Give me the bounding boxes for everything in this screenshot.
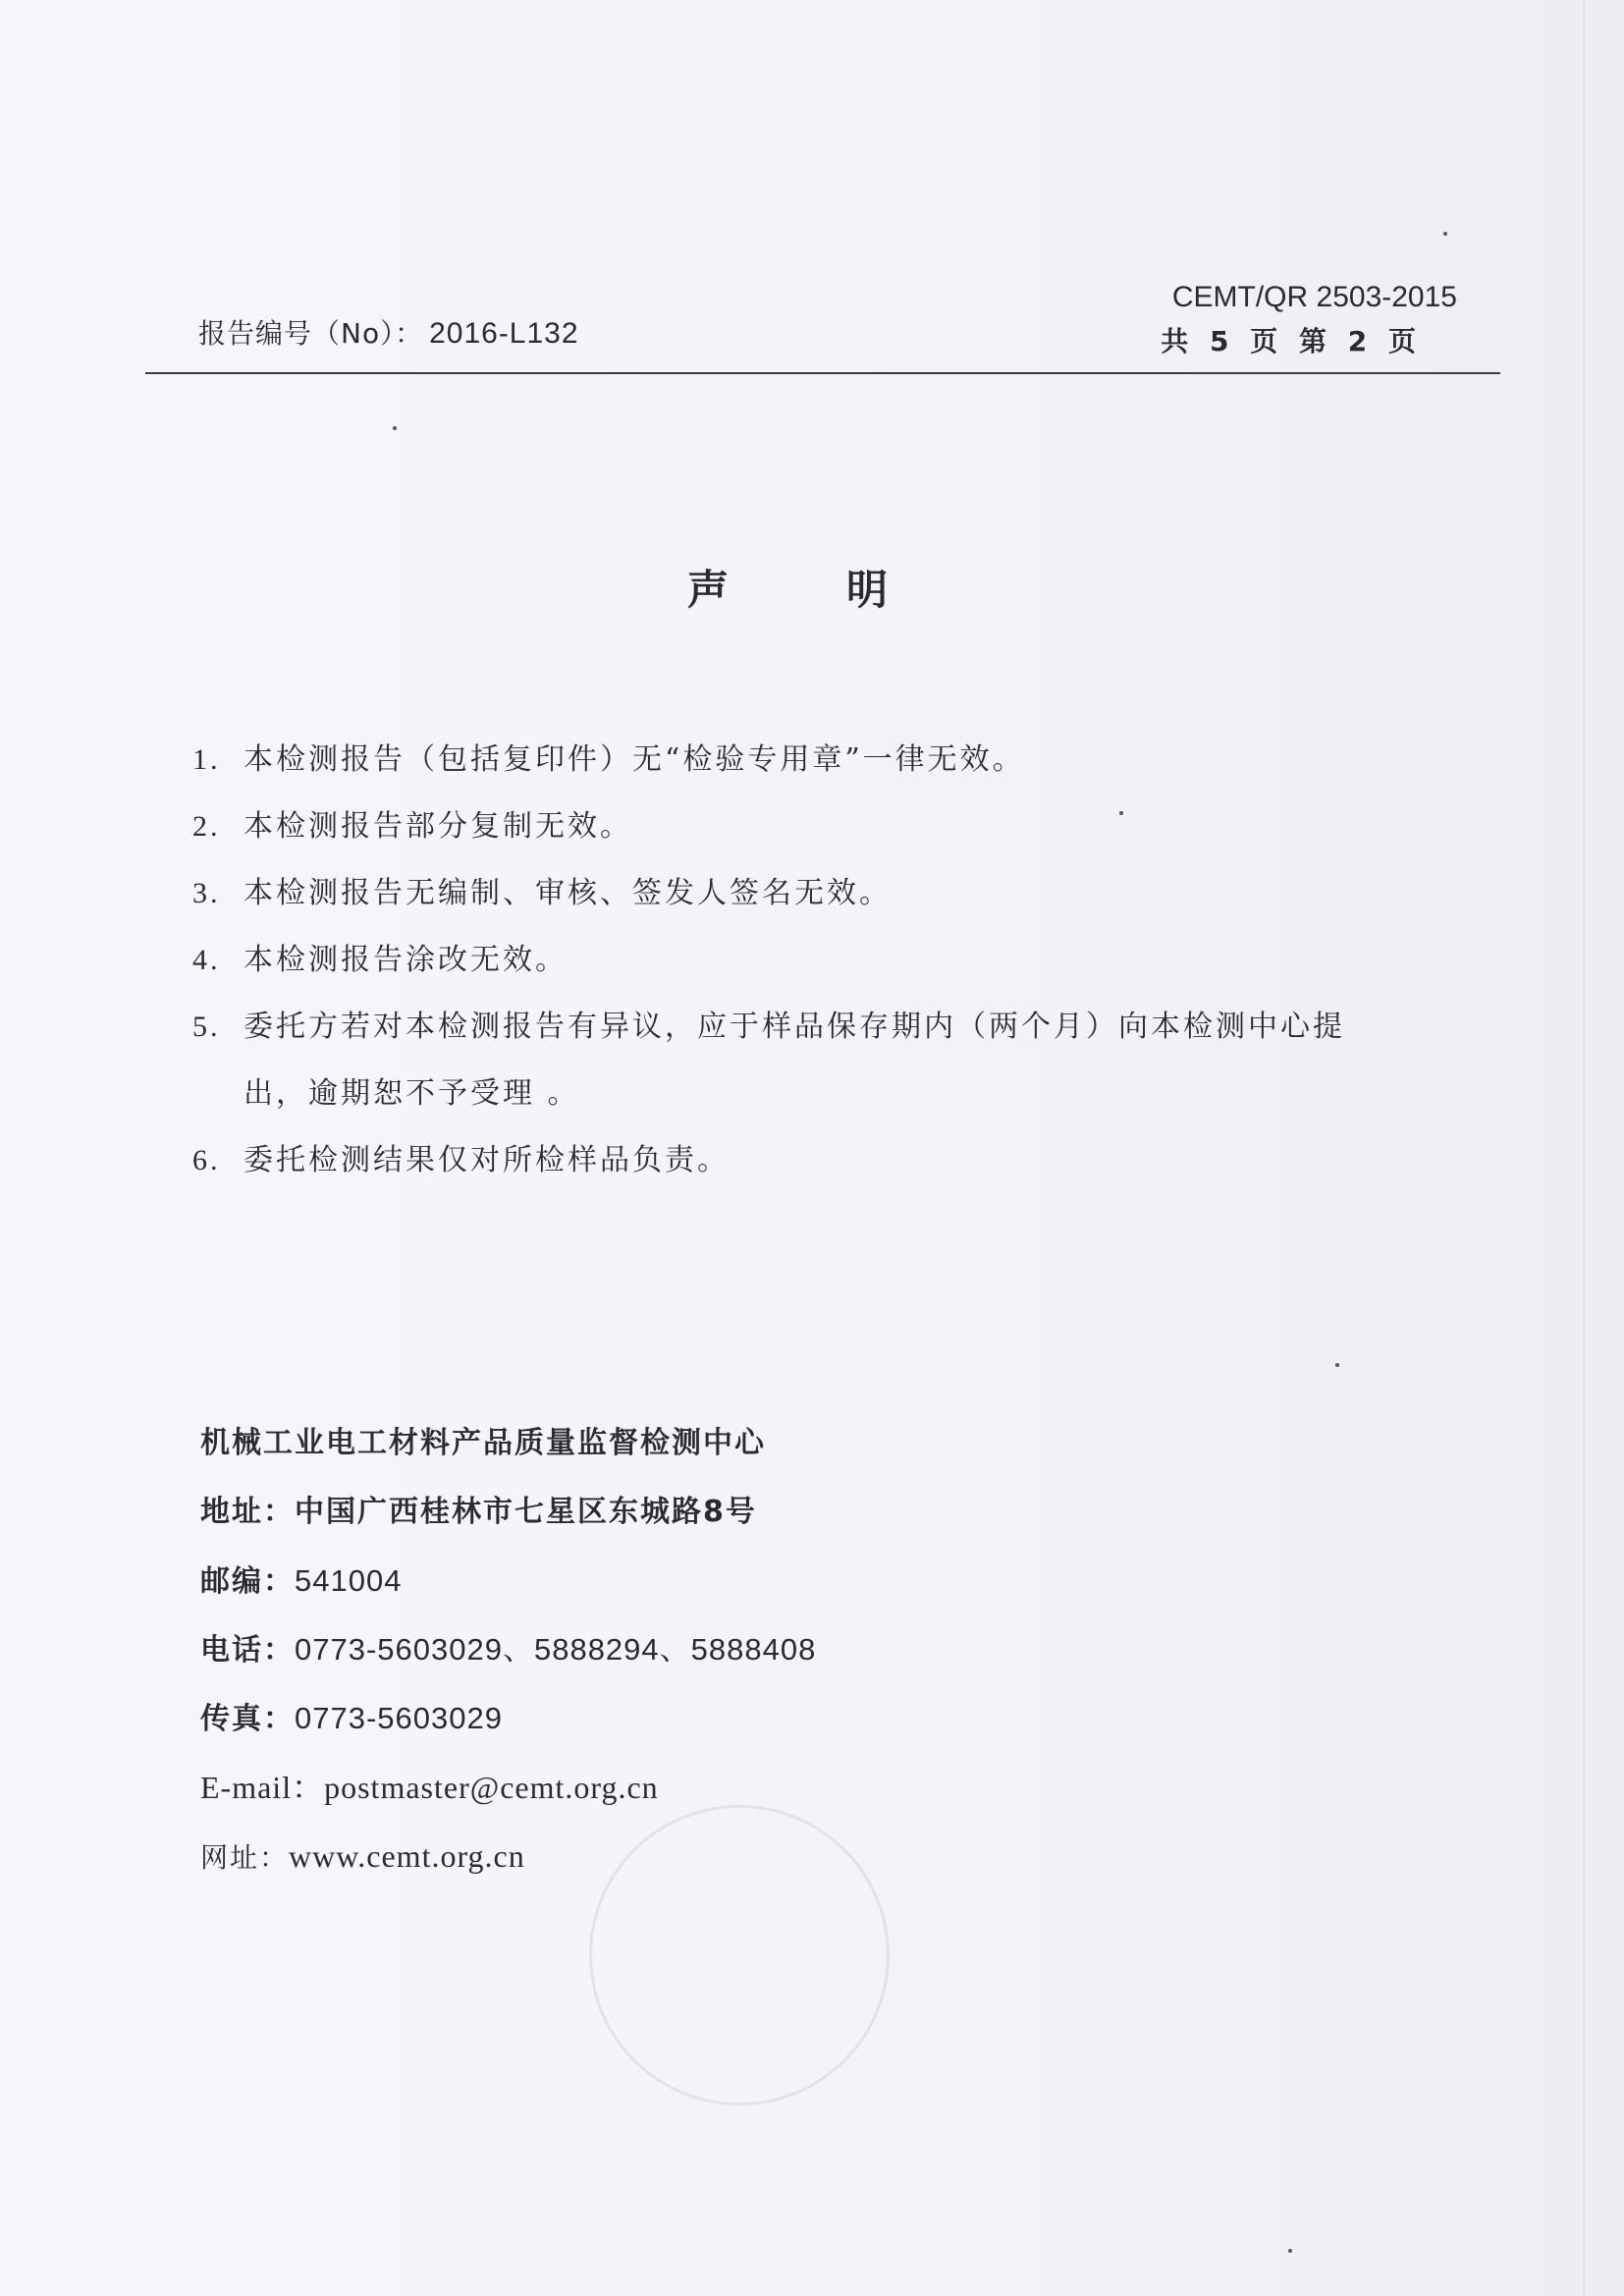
clause-number: 1. bbox=[192, 743, 221, 776]
address-row bbox=[200, 1491, 816, 1559]
scan-speck bbox=[1335, 1363, 1339, 1367]
clause-item bbox=[192, 939, 1420, 982]
clause-number: 3. bbox=[192, 877, 221, 909]
clause-text: 本检测报告涂改无效。 bbox=[244, 943, 568, 977]
address-label: 地址： bbox=[200, 1495, 295, 1529]
clause-text: 本检测报告（包括复印件）无“检验专用章”一律无效。 bbox=[244, 742, 1025, 777]
clause-number: 5. bbox=[192, 1011, 221, 1043]
report-number-label: 报告编号（No）： bbox=[198, 317, 424, 350]
report-number-value: 2016-L132 bbox=[429, 317, 579, 350]
document-code: CEMT/QR 2503-2015 bbox=[1171, 281, 1457, 313]
email-label: E-mail： bbox=[200, 1770, 325, 1805]
clause-text: 委托方若对本检测报告有异议，应于样品保存期内（两个月）向本检测中心提 bbox=[244, 1010, 1345, 1044]
clause-list bbox=[192, 738, 1420, 1206]
scan-speck bbox=[1443, 232, 1447, 236]
page-info: 共 5 页 第 2 页 bbox=[1161, 325, 1422, 357]
clause-item bbox=[192, 872, 1420, 915]
report-number bbox=[198, 312, 579, 352]
phone-value: 0773-5603029、5888294、5888408 bbox=[295, 1632, 817, 1667]
clause-item bbox=[192, 1139, 1420, 1182]
clause-item bbox=[192, 1006, 1420, 1116]
address-value: 中国广西桂林市七星区东城路8号 bbox=[295, 1495, 757, 1529]
clause-number: 6. bbox=[192, 1144, 221, 1176]
clause-text-continued: 出，逾期恕不予受理 。 bbox=[244, 1076, 580, 1111]
website-label: 网址： bbox=[200, 1841, 290, 1874]
phone-label: 电话： bbox=[200, 1633, 295, 1667]
phone-row bbox=[200, 1628, 816, 1697]
clause-item bbox=[192, 738, 1420, 782]
postcode-label: 邮编： bbox=[200, 1564, 295, 1599]
scan-speck bbox=[393, 426, 397, 430]
scan-speck bbox=[1288, 2249, 1292, 2253]
scan-speck bbox=[1119, 811, 1123, 815]
website-value: www.cemt.org.cn bbox=[289, 1838, 525, 1874]
header-divider bbox=[145, 372, 1500, 374]
fax-value: 0773-5603029 bbox=[295, 1701, 503, 1735]
fax-label: 传真： bbox=[200, 1702, 295, 1736]
postcode-row bbox=[200, 1559, 816, 1628]
title-char-2: 明 bbox=[846, 566, 889, 614]
clause-text: 委托检测结果仅对所检样品负责。 bbox=[244, 1143, 730, 1177]
clause-number: 2. bbox=[192, 810, 221, 843]
clause-text: 本检测报告部分复制无效。 bbox=[244, 809, 632, 844]
title-char-1: 声 bbox=[687, 566, 730, 614]
clause-number: 4. bbox=[192, 944, 221, 976]
organization-name: 机械工业电工材料产品质量监督检测中心 bbox=[200, 1426, 766, 1460]
postcode-value: 541004 bbox=[295, 1563, 403, 1598]
clause-text: 本检测报告无编制、审核、签发人签名无效。 bbox=[244, 876, 892, 910]
faint-stamp-mark bbox=[589, 1805, 890, 2105]
email-value: postmaster@cemt.org.cn bbox=[324, 1770, 659, 1805]
page-edge bbox=[1583, 0, 1585, 2296]
clause-item bbox=[192, 805, 1420, 848]
page-title bbox=[687, 558, 888, 617]
fax-row bbox=[200, 1697, 816, 1766]
